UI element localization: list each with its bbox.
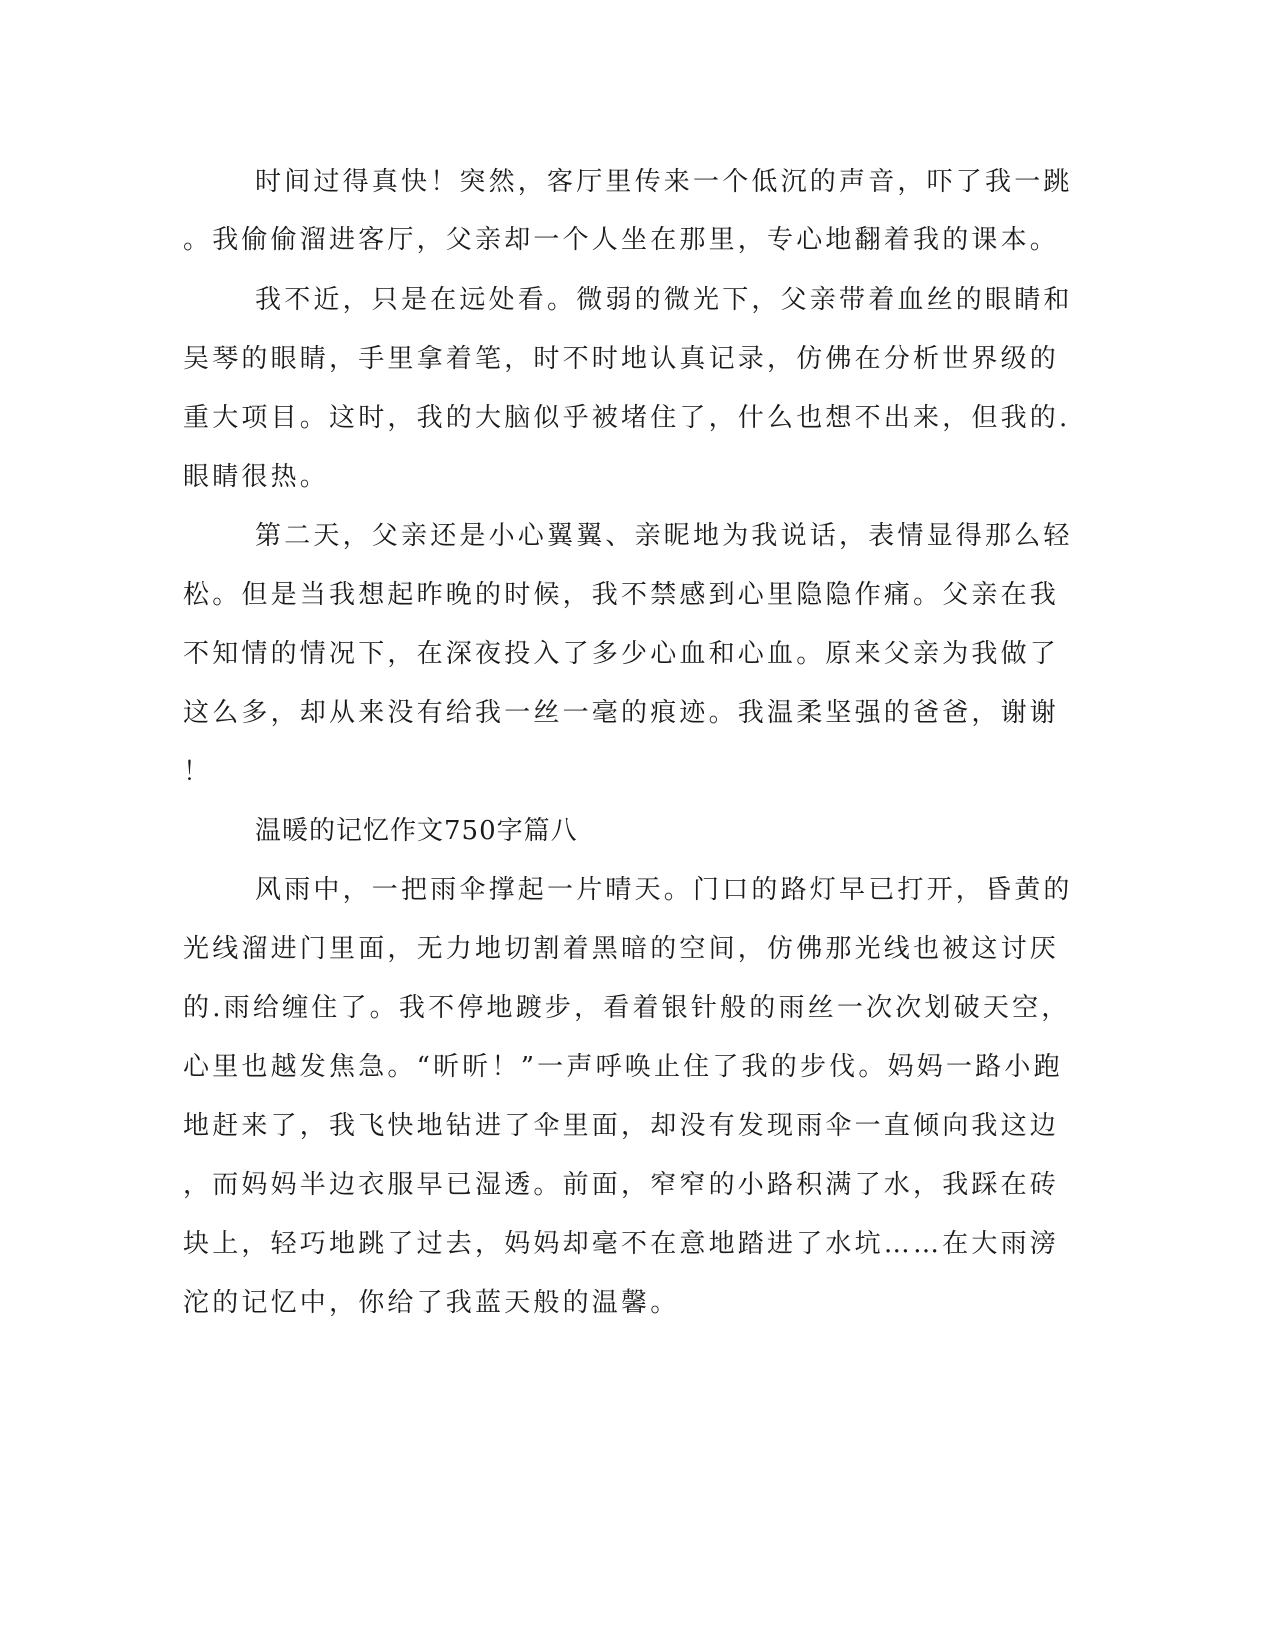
paragraph-line: 重大项目。这时，我的大脑似乎被堵住了，什么也想不出来，但我的. bbox=[183, 403, 1071, 433]
paragraph-line: 的.雨给缠住了。我不停地踱步，看着银针般的雨丝一次次划破天空， bbox=[183, 993, 1071, 1023]
paragraph-line: 不知情的情况下，在深夜投入了多少心血和心血。原来父亲为我做了 bbox=[183, 639, 1060, 669]
paragraph-line: 我不近，只是在远处看。微弱的微光下，父亲带着血丝的眼睛和 bbox=[255, 285, 1073, 315]
paragraph-line: ，而妈妈半边衣服早已湿透。前面，窄窄的小路积满了水，我踩在砖 bbox=[183, 1170, 1060, 1200]
paragraph-line: 松。但是当我想起昨晚的时候，我不禁感到心里隐隐作痛。父亲在我 bbox=[183, 580, 1060, 610]
paragraph-line: 心里也越发焦急。“昕昕！”一声呼唤止住了我的步伐。妈妈一路小跑 bbox=[183, 1052, 1063, 1082]
paragraph-line: ！ bbox=[183, 757, 213, 787]
paragraph-line: 这么多，却从来没有给我一丝一毫的痕迹。我温柔坚强的爸爸，谢谢 bbox=[183, 698, 1060, 728]
paragraph-line: 眼睛很热。 bbox=[183, 462, 330, 492]
paragraph-line: 地赶来了，我飞快地钻进了伞里面，却没有发现雨伞一直倾向我这边 bbox=[183, 1111, 1060, 1141]
paragraph-line: 块上，轻巧地跳了过去，妈妈却毫不在意地踏进了水坑……在大雨滂 bbox=[183, 1229, 1060, 1259]
paragraph-line: 光线溜进门里面，无力地切割着黑暗的空间，仿佛那光线也被这讨厌 bbox=[183, 934, 1060, 964]
paragraph-line: 风雨中，一把雨伞撑起一片晴天。门口的路灯早已打开，昏黄的 bbox=[255, 875, 1073, 905]
paragraph-line: 沱的记忆中，你给了我蓝天般的温馨。 bbox=[183, 1288, 680, 1318]
paragraph-line: 第二天，父亲还是小心翼翼、亲昵地为我说话，表情显得那么轻 bbox=[255, 521, 1073, 551]
paragraph-line: 时间过得真快！突然，客厅里传来一个低沉的声音，吓了我一跳 bbox=[255, 167, 1073, 197]
paragraph-line: 。我偷偷溜进客厅，父亲却一个人坐在那里，专心地翻着我的课本。 bbox=[183, 225, 1060, 255]
section-heading: 温暖的记忆作文750字篇八 bbox=[255, 816, 578, 846]
paragraph-line: 吴琴的眼睛，手里拿着笔，时不时地认真记录，仿佛在分析世界级的 bbox=[183, 344, 1060, 374]
